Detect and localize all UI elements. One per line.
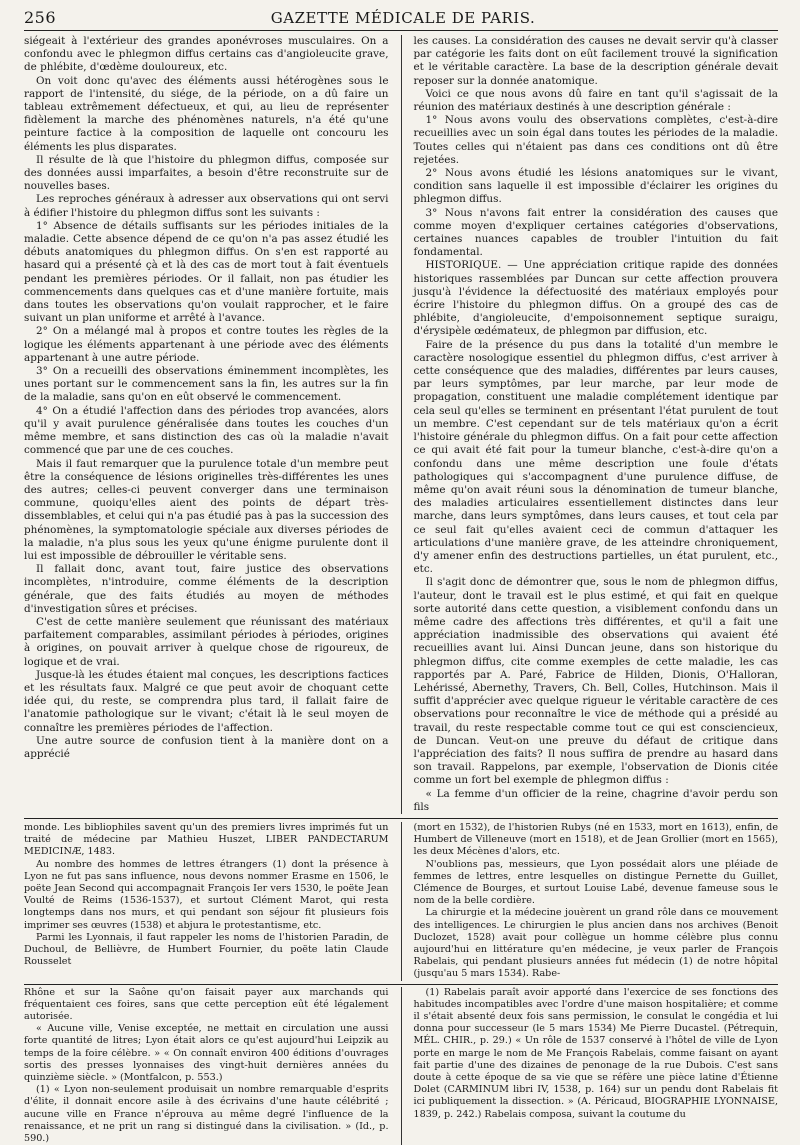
feuilleton-divider bbox=[401, 822, 402, 981]
feuilleton-right bbox=[414, 822, 779, 981]
feuilleton-left bbox=[24, 822, 389, 981]
page-number: 256 bbox=[24, 8, 57, 27]
paragraph: (1) Rabelais paraît avoir apporté dans l'exercice de ses fonctions des habitudes incompatibles avec l'ordre d'une maison hospitalière; et comme il s'était absenté deux fois sans permission, le consulat le congédia et lui donna pour successeur (le 5 mars 1534) Me Pierre Ducastel. (Pétrequin, MÉL. CHIR., p. 29.) « Un rôle de 1537 conservé à l'hôtel de ville de Lyon porte en marge le nom de Me François Rabelais, comme faisant on ayant fait partie d'une des dizaines de penonage de la rue Dubois. C'est sans doute à cette époque de sa vie que se réfère une pièce latine d'Étienne Dolet (CARMINUM libri IV, 1538, p. 164) sur un pendu dont Rabelais fit ici publiquement la dissection. » (A. Péricaud, BIOGRAPHIE LYONNAISE, 1839, p. 242.) Rabelais composa, suivant la coutume du bbox=[413, 986, 778, 1120]
paragraph: HISTORIQUE. — Une appréciation critique rapide des données historiques rassemblées par Duncan sur cette affection prouvera jusqu'à l'évidence la défectuosité des matériaux employés pour écrire l'histoire du phlegmon diffus. On a groupé des cas de phlébite, d'angioleucite, d'empoisonnement septique suraigu, d'érysipèle œdémateux, de phlegmon par diffusion, etc. bbox=[413, 259, 778, 338]
paragraph: Les reproches généraux à adresser aux observations qui ont servi à édifier l'histoire du phlegmon diffus sont les suivants : bbox=[24, 193, 389, 219]
paragraph: 2° Nous avons étudié les lésions anatomiques sur le vivant, condition sans laquelle il est impossible d'éclairer les origines du phlegmon diffus. bbox=[413, 167, 778, 206]
paragraph: On voit donc qu'avec des éléments aussi hétérogènes sous le rapport de l'intensité, du siége, de la période, on a dû faire un tableau extrêmement défectueux, et qui, au lieu de représenter fidèlement la marche des phénomènes naturels, n'a été qu'une peinture factice à la composition de laquelle ont concouru les éléments les plus disparates. bbox=[24, 74, 389, 153]
paragraph: « Aucune ville, Venise exceptée, ne mettait en circulation une aussi forte quantité de litres; Lyon était alors ce qu'est aujourd'hui Leipzik au temps de la foire célèbre. » « On connaît environ 400 éditions d'ouvrages sortis des presses lyonnaises des vingt-huit dernières années du quinzième siècle. » (Montfalcon, p. 553.) bbox=[24, 1023, 389, 1084]
paragraph: Faire de la présence du pus dans la totalité d'un membre le caractère nosologique essentiel du phlegmon diffus, c'est arriver à cette conséquence que des maladies, différentes par leurs causes, par leurs symptômes, par leur marche, par leur mode de propagation, constituent une maladie complétement identique par cela seul qu'elles se terminent en présentant l'état purulent de tout un membre. C'est cependant sur de tels matériaux qu'on a écrit l'histoire générale du phlegmon diffus. On a fait pour cette affection ce qui avait été fait pour la tumeur blanche, c'est-à-dire qu'on a confondu dans une même description une foule d'états pathologiques qui s'accompagnent d'une purulence diffuse, de même qu'on avait réuni sous la dénomination de tumeur blanche, des maladies articulaires essentiellement distinctes dans leur marche, dans leurs symptômes, dans leurs causes, et tout cela par ce seul fait qu'elles avaient ceci de commun d'attaquer les articulations d'une manière grave, de les atteindre chroniquement, d'y amener enfin des destructions partielles, un état purulent, etc., etc. bbox=[413, 338, 778, 576]
left-column bbox=[24, 35, 389, 814]
footnotes-left bbox=[24, 987, 389, 1145]
footnotes-right bbox=[414, 987, 779, 1145]
paragraph: les causes. La considération des causes ne devait servir qu'à classer par catégorie les faits dont on eût facilement trouvé la signification et le véritable caractère. La base de la description générale devait reposer sur la donnée anatomique. bbox=[413, 35, 778, 87]
footnotes-divider bbox=[401, 987, 402, 1145]
paragraph: 3° Nous n'avons fait entrer la considération des causes que comme moyen d'expliquer certaines catégories d'observations, certaines nuances capables de troubler l'intuition du fait fondamental. bbox=[413, 206, 778, 259]
paragraph: La chirurgie et la médecine jouèrent un grand rôle dans ce mouvement des intelligences. Le chirurgien le plus ancien dans nos archives (Benoit Duclozet, 1528) avait pour collègue un homme célèbre plus connu aujourd'hui en littérature qu'en médecine, je veux parler de François Rabelais, qui pendant plusieurs années fut médecin (1) de notre hôpital (jusqu'au 5 mars 1534). Rabe- bbox=[413, 907, 778, 980]
right-column bbox=[414, 35, 779, 814]
paragraph: 3° On a recueilli des observations éminemment incomplètes, les unes portant sur le commencement sans la fin, les autres sur la fin de la maladie, sans qu'on en eût observé le commencement. bbox=[24, 365, 389, 404]
paragraph: (mort en 1532), de l'historien Rubys (né en 1533, mort en 1613), enfin, de Humbert de Villeneuve (mort en 1518), et de Jean Grollier (mort en 1565), les deux Mécènes d'alors, etc. bbox=[413, 821, 778, 858]
paragraph: C'est de cette manière seulement que réunissant des matériaux parfaitement comparables, assimilant périodes à périodes, origines à origines, on pouvait arriver à quelque chose de rigoureux, de logique et de vrai. bbox=[24, 615, 389, 668]
paragraph: Jusque-là les études étaient mal conçues, les descriptions factices et les résultats faux. Malgré ce que peut avoir de choquant cette idée qui, du reste, se comprendra plus tard, il fallait faire de l'anatomie pathologique sur le vivant; c'était là le seul moyen de connaître les premières périodes de l'affection. bbox=[24, 668, 389, 734]
paragraph: Il s'agit donc de démontrer que, sous le nom de phlegmon diffus, l'auteur, dont le travail est le plus estimé, et qui fait en quelque sorte autorité dans cette question, a visiblement confondu dans un même cadre des affections très différentes, et qu'il a fait une appréciation inadmissible des observations qui avaient été recueillies avant lui. Ainsi Duncan jeune, dans son historique du phlegmon diffus, cite comme exemples de cette maladie, les cas rapportés par A. Paré, Fabrice de Hilden, Dionis, O'Halloran, Lehérissé, Abernethy, Travers, Ch. Bell, Colles, Hutchinson. Mais il suffit d'apprécier avec quelque rigueur le véritable caractère de ces observations pour reconnaître le vice de méthode qui a présidé au travail, du reste respectable comme tout ce qui est consciencieux, de Duncan. Veut-on une preuve du défaut de critique dans l'appréciation des faits? Il nous suffira de prendre au hasard dans son travail. Rappelons, par exemple, l'observation de Dionis citée comme un fort bel exemple de phlegmon diffus : bbox=[413, 576, 778, 787]
paragraph: monde. Les bibliophiles savent qu'un des premiers livres imprimés fut un traité de médecine par Mathieu Huszet, LIBER PANDECTARUM MEDICINÆ, 1483. bbox=[24, 821, 389, 858]
footnote-separator-2 bbox=[24, 984, 778, 985]
paragraph: Rhône et sur la Saône qu'on faisait payer aux marchands qui fréquentaient ces foires, sans que cette perception eût été légalement autorisée. bbox=[24, 986, 389, 1023]
paragraph: 4° On a étudié l'affection dans des périodes trop avancées, alors qu'il y avait purulence généralisée dans toutes les couches d'un même membre, et sans distinction des cas où la maladie n'avait commencé que par une de ces couches. bbox=[24, 404, 389, 457]
running-header bbox=[24, 8, 778, 31]
paragraph: Au nombre des hommes de lettres étrangers (1) dont la présence à Lyon ne fut pas sans influence, nous devons nommer Erasme en 1506, le poëte Jean Second qui accompagnait François Ier vers 1530, le poëte Jean Voulté de Reims (1536-1537), et surtout Clément Marot, qui resta longtemps dans nos murs, et qui pendant son séjour fit plusieurs fois imprimer ses œuvres (1538) et abjura le protestantisme, etc. bbox=[24, 858, 389, 931]
paragraph: 2° On a mélangé mal à propos et contre toutes les règles de la logique les éléments appartenant à une période avec des éléments appartenant à une autre période. bbox=[24, 325, 389, 364]
column-divider bbox=[401, 35, 402, 814]
paragraph: 1° Nous avons voulu des observations complètes, c'est-à-dire recueillies avec un soin égal dans toutes les périodes de la maladie. Toutes celles qui n'étaient pas dans ces conditions ont dû être rejetées. bbox=[413, 114, 778, 166]
paragraph: « La femme d'un officier de la reine, chagrine d'avoir perdu son fils bbox=[413, 787, 778, 813]
paragraph: Il résulte de là que l'histoire du phlegmon diffus, composée sur des données aussi imparfaites, a besoin d'être reconstruite sur de nouvelles bases. bbox=[24, 153, 389, 193]
journal-title: GAZETTE MÉDICALE DE PARIS. bbox=[270, 9, 536, 27]
paragraph: Parmi les Lyonnais, il faut rappeler les noms de l'historien Paradin, de Duchoul, de Bellièvre, de Humbert Fournier, du poëte latin Claude Rousselet bbox=[24, 931, 389, 968]
paragraph: (1) « Lyon non-seulement produisait un nombre remarquable d'esprits d'élite, il donnait encore asile à des écrivains d'une haute célébrité ; aucune ville en France n'éprouva au même degré l'influence de la renaissance, et ne prit un rang si distingué dans la civilisation. » (Id., p. 590.) bbox=[24, 1084, 389, 1145]
feuilleton-upper bbox=[24, 822, 778, 981]
paragraph: siégeait à l'extérieur des grandes aponévroses musculaires. On a confondu avec le phlegmon diffus certains cas d'angioleucite grave, de phlébite, d'œdème douloureux, etc. bbox=[24, 35, 389, 74]
feuilleton-lower bbox=[24, 987, 778, 1145]
footnote-separator bbox=[24, 818, 778, 819]
main-body bbox=[24, 35, 778, 814]
paragraph: Voici ce que nous avons dû faire en tant qu'il s'agissait de la réunion des matériaux destinés à une description générale : bbox=[413, 87, 778, 114]
paragraph: Une autre source de confusion tient à la manière dont on a apprécié bbox=[24, 734, 389, 760]
paragraph: Il fallait donc, avant tout, faire justice des observations incomplètes, n'introduire, comme éléments de la description générale, que des faits étudiés au moyen de méthodes d'investigation sûres et précises. bbox=[24, 563, 389, 615]
paragraph: N'oublions pas, messieurs, que Lyon possédait alors une pléiade de femmes de lettres, entre lesquelles on distingue Pernette du Guillet, Clémence de Bourges, et surtout Louise Labé, devenue fameuse sous le nom de la belle cordière. bbox=[413, 858, 778, 907]
paragraph: Mais il faut remarquer que la purulence totale d'un membre peut être la conséquence de lésions originelles très-différentes les unes des autres; celles-ci peuvent converger dans une terminaison commune, quoiqu'elles aient des points de départ très-dissemblables, et celui qui n'a pas étudié pas à pas la succession des phénomènes, la symptomatologie spéciale aux diverses périodes de la maladie, n'a plus sous les yeux qu'une énigme purulente dont il lui est impossible de débrouiller le véritable sens. bbox=[24, 457, 389, 562]
paragraph: 1° Absence de détails suffisants sur les périodes initiales de la maladie. Cette absence dépend de ce qu'on n'a pas assez étudié les débuts anatomiques du phlegmon diffus. On s'en est rapporté au hasard qui a présenté çà et là des cas de mort tout à fait éventuels pendant les premières périodes. Or il fallait, non pas étudier les commencements dans quelques cas et d'une manière fortuite, mais dans toutes les observations qu'on voulait rapprocher, et le faire suivant un plan uniforme et arrêté à l'avance. bbox=[24, 219, 389, 325]
